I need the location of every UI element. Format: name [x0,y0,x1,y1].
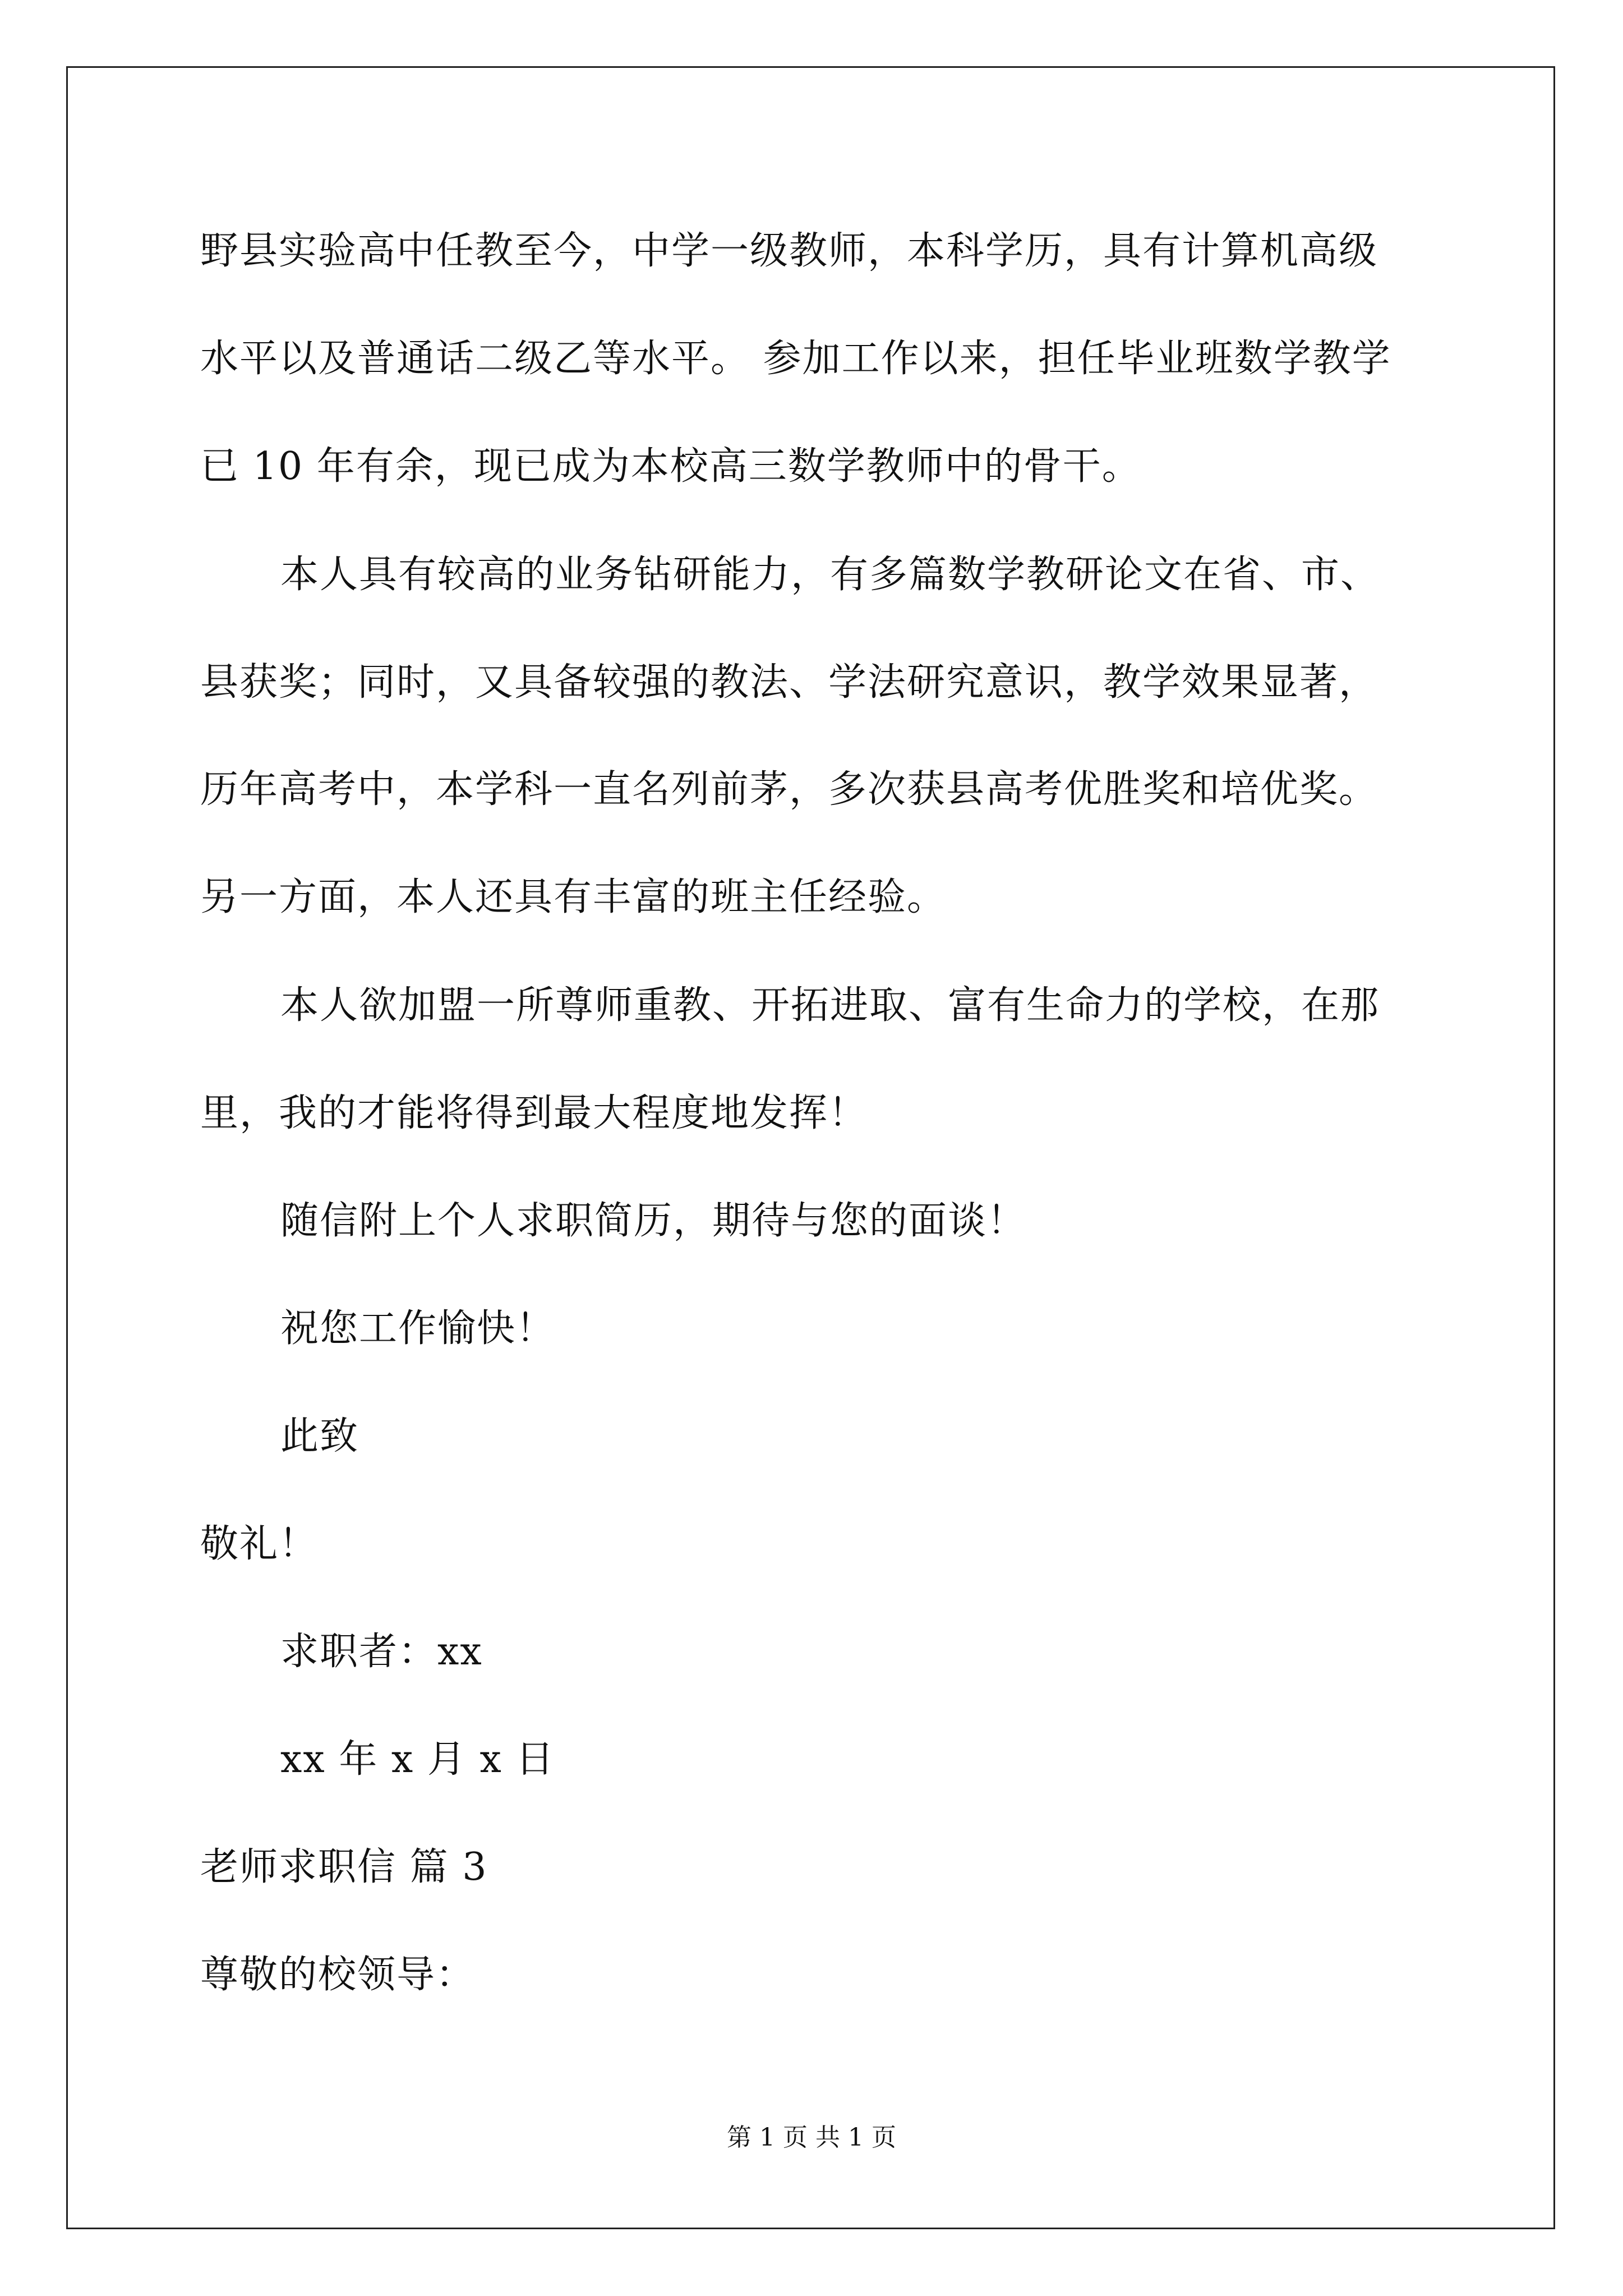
body-line: 历年高考中，本学科一直名列前茅，多次获县高考优胜奖和培优奖。 [200,767,1378,812]
body-line: 县获奖；同时，又具备较强的教法、学法研究意识，教学效果显著， [200,660,1378,705]
body-line: 已 10 年有余，现已成为本校高三数学教师中的骨干。 [200,444,1141,489]
signature: 求职者：xx [280,1630,483,1674]
closing-line: 此致 [280,1414,359,1458]
body-line: 野县实验高中任教至今，中学一级教师，本科学历，具有计算机高级 [200,229,1378,273]
wish-line: 祝您工作愉快！ [280,1306,556,1351]
page-footer: 第 1 页 共 1 页 [727,2123,896,2152]
body-line: 本人具有较高的业务钻研能力，有多篇数学教研论文在省、市、 [280,553,1380,597]
closing-line: 敬礼！ [200,1522,319,1566]
body-line: 里，我的才能将得到最大程度地发挥！ [200,1091,868,1135]
body-line: 本人欲加盟一所尊师重教、开拓进取、富有生命力的学校，在那 [280,983,1380,1028]
attachment-line: 随信附上个人求职简历，期待与您的面谈！ [280,1199,1027,1243]
date-line: xx 年 x 月 x 日 [280,1737,555,1782]
body-line: 水平以及普通话二级乙等水平。 参加工作以来，担任毕业班数学教学 [200,337,1391,381]
page-border [66,66,1555,2229]
section-title: 老师求职信 篇 3 [200,1845,488,1889]
salutation: 尊敬的校领导： [200,1953,476,1997]
body-line: 另一方面，本人还具有丰富的班主任经验。 [200,875,947,919]
